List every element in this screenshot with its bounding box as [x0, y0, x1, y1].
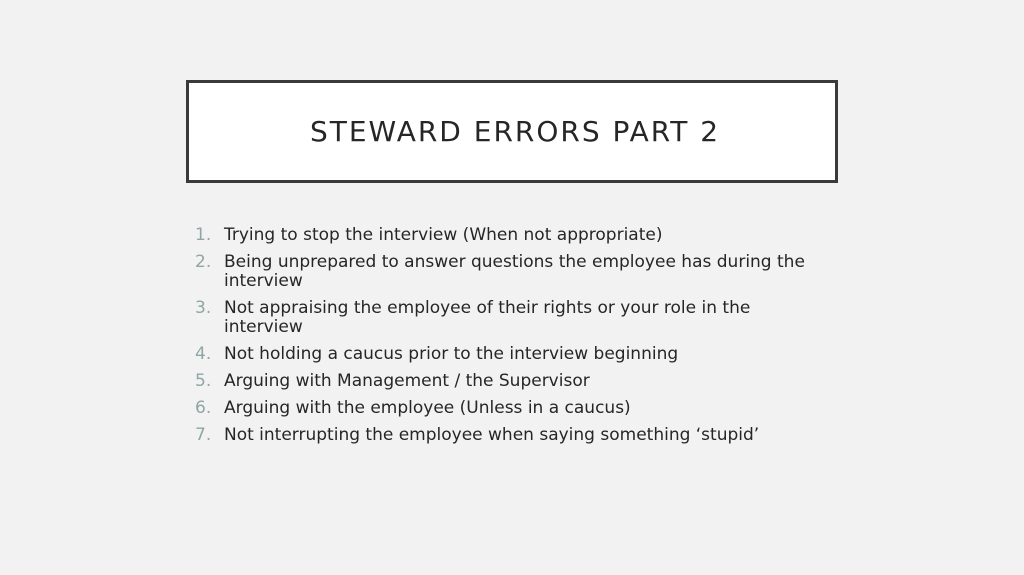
list-item-number: 6. [195, 398, 212, 418]
list-item-text: Not holding a caucus prior to the interview beginning [224, 344, 679, 364]
list-item-number: 5. [195, 371, 212, 391]
list-item [190, 372, 830, 391]
list-item-number: 2. [195, 252, 212, 272]
list-item [190, 345, 830, 364]
list-item [190, 226, 830, 245]
slide-title: STEWARD ERRORS PART 2 [309, 115, 721, 148]
list-item-number: 7. [195, 425, 212, 445]
list-item-text: Not interrupting the employee when saying something ‘stupid’ [224, 425, 760, 445]
numbered-list [190, 226, 830, 453]
list-item [190, 399, 830, 418]
list-item-number: 4. [195, 344, 212, 364]
list-item [190, 426, 830, 445]
list-item-text: Trying to stop the interview (When not appropriate) [224, 225, 663, 245]
list-item [190, 299, 830, 337]
list-item-text: Arguing with the employee (Unless in a caucus) [224, 398, 631, 418]
list-item-text: Not appraising the employee of their rights or your role in the interview [224, 298, 751, 337]
list-item-number: 1. [195, 225, 212, 245]
list-item-text: Arguing with Management / the Supervisor [224, 371, 590, 391]
list-item-text: Being unprepared to answer questions the employee has during the interview [224, 252, 805, 291]
title-box [186, 80, 838, 183]
list-item [190, 253, 830, 291]
list-item-number: 3. [195, 298, 212, 318]
